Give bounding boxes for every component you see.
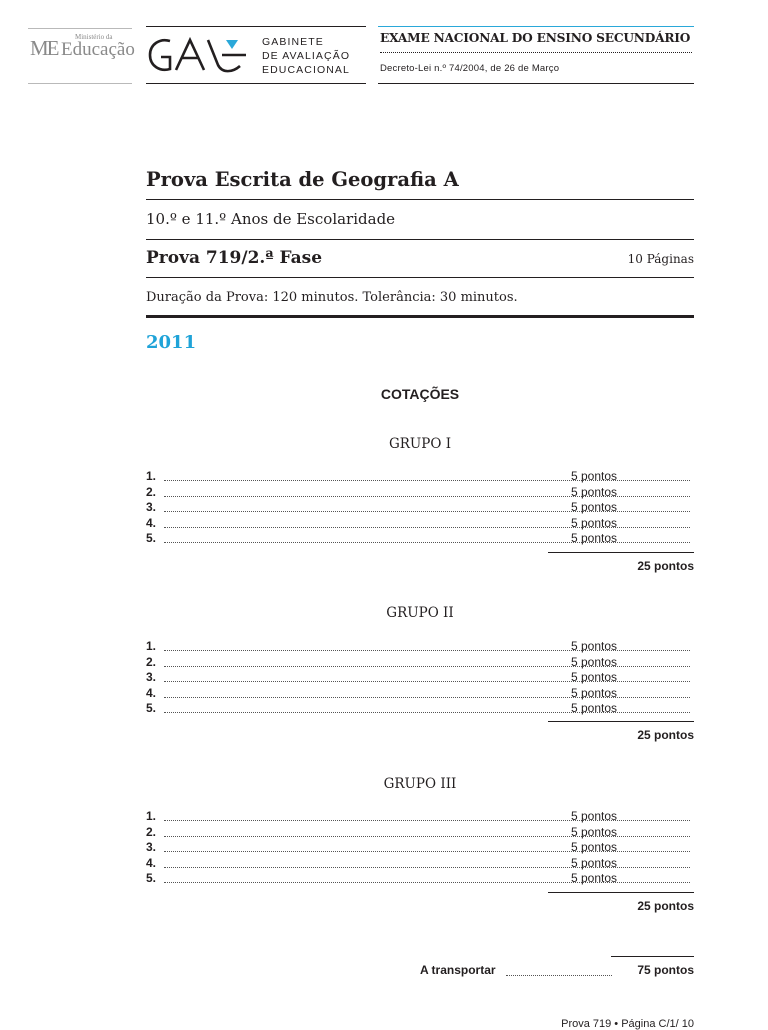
question-number: 2. [146,824,157,839]
question-points: 5 pontos [571,824,618,839]
page-footer: Prova 719 • Página C/1/ 10 [561,1018,694,1030]
exam-duration: Duração da Prova: 120 minutos. Tolerância: 30 minutos. [146,290,518,305]
cotacoes-heading: COTAÇÕES [380,386,460,402]
divider [146,277,694,278]
group-title: GRUPO I [388,436,452,452]
gave-line-1: GABINETE [262,36,324,48]
question-number: 3. [146,670,157,684]
question-number: 2. [146,484,157,499]
subtotal-rule [548,552,694,553]
transport-rule [611,956,694,957]
question-row [146,701,694,717]
question-points: 5 pontos [571,531,618,545]
question-number: 3. [146,840,157,854]
group-total: 25 pontos [637,559,694,573]
question-points: 5 pontos [571,809,618,823]
question-points: 5 pontos [571,670,618,684]
question-row [146,686,694,702]
exam-code: Prova 719/2.ª Fase [146,248,323,268]
exam-year: 2011 [146,332,197,353]
question-points: 5 pontos [571,855,618,870]
thick-divider [146,315,694,318]
question-row [146,639,694,655]
divider [146,239,694,240]
group-title: GRUPO II [386,605,454,621]
subtotal-rule [548,721,694,722]
question-row [146,670,694,686]
question-row [146,516,694,532]
leader-dots [506,975,612,976]
gave-name [262,35,350,77]
question-number: 5. [146,871,157,885]
question-number: 1. [146,809,157,823]
question-points: 5 pontos [571,871,618,885]
question-number: 4. [146,855,157,870]
question-row [146,500,694,516]
question-row [146,856,694,872]
exam-header [378,26,694,84]
question-points: 5 pontos [571,484,618,499]
question-number: 4. [146,515,157,530]
ministry-logo [28,28,135,84]
group-total: 25 pontos [637,728,694,742]
question-row [146,531,694,547]
question-row [146,840,694,856]
question-row [146,469,694,485]
question-points: 5 pontos [571,515,618,530]
question-points: 5 pontos [571,685,618,700]
question-number: 5. [146,701,157,715]
gave-line-3: EDUCACIONAL [262,64,350,76]
question-number: 3. [146,500,157,514]
question-points: 5 pontos [571,654,618,669]
question-number: 4. [146,685,157,700]
question-points: 5 pontos [571,469,618,483]
question-points: 5 pontos [571,701,618,715]
question-row [146,485,694,501]
gave-logo [146,26,366,84]
page-title: Prova Escrita de Geografia A [146,168,459,191]
exam-title: EXAME NACIONAL DO ENSINO SECUNDÁRIO [380,31,691,45]
divider [146,199,694,200]
group-title: GRUPO III [383,776,457,792]
group-total: 25 pontos [637,899,694,913]
transport-label: A transportar [420,963,496,977]
gave-logo-icon [146,35,252,75]
question-row [146,825,694,841]
question-row [146,871,694,887]
ministry-prefix: Ministério da [75,33,113,41]
question-row [146,809,694,825]
question-number: 5. [146,531,157,545]
subtotal-rule [548,892,694,893]
page-count: 10 Páginas [627,252,694,266]
school-years: 10.º e 11.º Anos de Escolaridade [146,210,396,228]
question-points: 5 pontos [571,500,618,514]
question-points: 5 pontos [571,639,618,653]
question-number: 1. [146,639,157,653]
decreto-reference: Decreto-Lei n.º 74/2004, de 26 de Março [380,63,560,74]
gave-line-2: DE AVALIAÇÃO [262,50,351,62]
exam-header-divider [380,52,692,53]
question-points: 5 pontos [571,840,618,854]
question-row [146,655,694,671]
ministry-name: Educação [61,39,135,60]
question-number: 1. [146,469,157,483]
question-number: 2. [146,654,157,669]
transport-total: 75 pontos [637,963,694,977]
ministry-mark: ME [30,36,58,60]
